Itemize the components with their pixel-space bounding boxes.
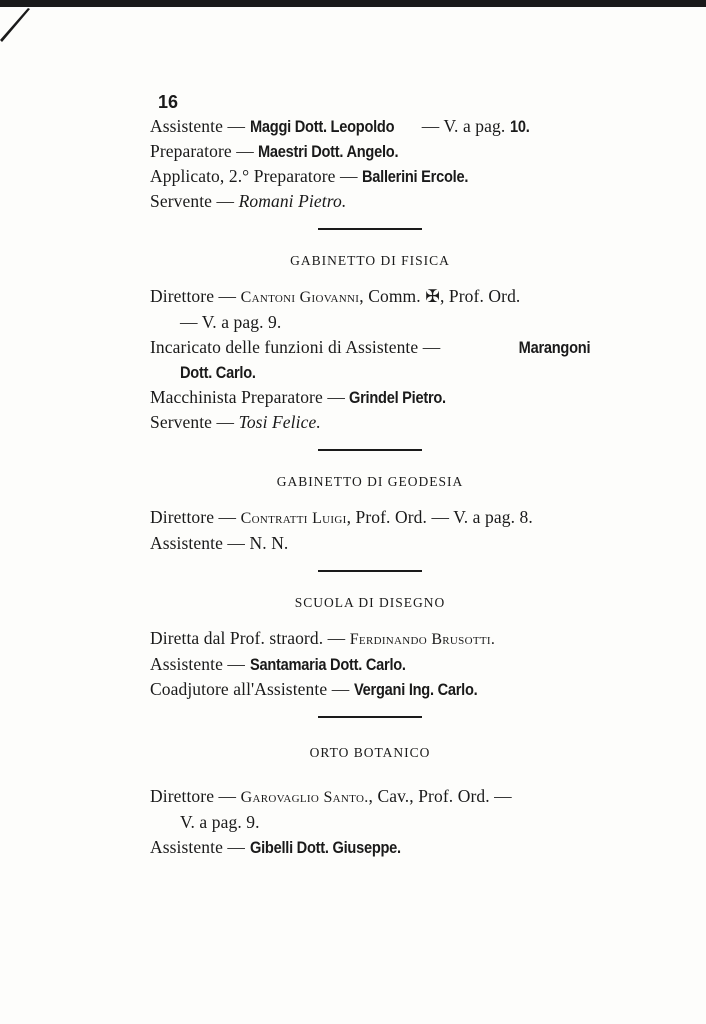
section-divider	[318, 716, 422, 718]
entry-details: , Comm. ✠, Prof. Ord.	[359, 286, 521, 306]
entry-role: Servente —	[150, 412, 235, 432]
entry-dash: —	[340, 166, 358, 186]
disegno-diretta	[150, 626, 590, 652]
entry-name: Dott. Carlo.	[180, 363, 256, 382]
fisica-direttore: Direttore — Cantoni Giovanni, Comm. ✠, Prof. Ord.	[150, 286, 521, 306]
disegno-assistente	[150, 652, 590, 677]
page-number: 16	[158, 92, 179, 112]
entry-name: Grindel Pietro.	[349, 388, 447, 407]
fisica-macchinista	[150, 385, 590, 410]
section-title-fisica: GABINETTO DI FISICA	[290, 253, 450, 268]
entry-role: Assistente —	[150, 654, 246, 674]
entry-details: , Prof. Ord. — V. a pag. 8.	[346, 507, 533, 527]
entry-name: Romani Pietro.	[238, 191, 347, 211]
entry-role: Diretta dal Prof. straord. —	[150, 628, 346, 648]
entry-applicato	[150, 164, 590, 189]
orto-direttore	[150, 784, 590, 810]
geodesia-assistente	[150, 531, 590, 556]
entry-reference-text: — V. a pag.	[421, 116, 510, 136]
entry-assistente	[150, 114, 590, 139]
entry-name: Maestri Dott. Angelo.	[258, 142, 399, 161]
section-title-disegno: SCUOLA DI DISEGNO	[294, 595, 446, 610]
entry-name: Marangoni	[518, 338, 590, 357]
entry-name: Tosi Felice.	[238, 412, 321, 432]
fisica-incaricato-cont	[150, 360, 590, 385]
entry-preparatore	[150, 139, 590, 164]
page-top-edge	[0, 0, 706, 7]
entry-name: Garovaglio Santo.	[240, 789, 369, 806]
orto-direttore-cont: V. a pag. 9.	[180, 812, 260, 832]
orto-assistente	[150, 835, 590, 860]
entry-details: , Cav., Prof. Ord. —	[368, 786, 512, 806]
entry-role: Servente	[150, 191, 213, 211]
entry-role: Assistente —	[150, 533, 246, 553]
entry-role: Direttore —	[150, 507, 237, 527]
entry-servente	[150, 189, 590, 214]
entry-role: Direttore —	[150, 786, 237, 806]
entry-reference-page: 10.	[509, 117, 530, 136]
entry-role: Preparatore	[150, 141, 232, 161]
page-content	[150, 90, 590, 860]
entry-role: Applicato, 2.° Preparatore	[150, 166, 336, 186]
section-divider	[318, 228, 422, 230]
entry-role: Coadjutore all'Assistente —	[150, 679, 350, 699]
entry-name: Ballerini Ercole.	[362, 167, 469, 186]
entry-name: Ferdinando Brusotti.	[349, 631, 496, 648]
entry-dash: —	[236, 141, 254, 161]
fisica-incaricato	[150, 335, 590, 360]
entry-role: Incaricato delle funzioni di Assistente —	[150, 337, 441, 357]
entry-name: Santamaria Dott. Carlo.	[249, 655, 406, 674]
entry-role: Direttore	[150, 286, 215, 306]
entry-role: Macchinista Preparatore —	[150, 387, 345, 407]
corner-fold-mark	[0, 4, 40, 44]
entry-name: Vergani Ing. Carlo.	[353, 680, 478, 699]
entry-name: Contratti Luigi	[240, 510, 347, 527]
geodesia-direttore	[150, 505, 590, 531]
entry-name: Maggi Dott. Leopoldo	[249, 117, 394, 136]
fisica-servente	[150, 410, 590, 435]
entry-role: Assistente	[150, 116, 223, 136]
fisica-direttore-cont: — V. a pag. 9.	[180, 312, 282, 332]
entry-dash: —	[227, 116, 246, 136]
entry-name: Cantoni Giovanni	[240, 289, 360, 306]
section-divider	[318, 449, 422, 451]
section-divider	[318, 570, 422, 572]
entry-name: Gibelli Dott. Giuseppe.	[249, 838, 401, 857]
section-title-geodesia: GABINETTO DI GEODESIA	[276, 474, 464, 489]
disegno-coadiutore	[150, 677, 590, 702]
entry-name: N. N.	[249, 533, 289, 553]
entry-dash: —	[216, 191, 235, 211]
entry-role: Assistente —	[150, 837, 246, 857]
section-title-orto: ORTO BOTANICO	[309, 745, 431, 760]
